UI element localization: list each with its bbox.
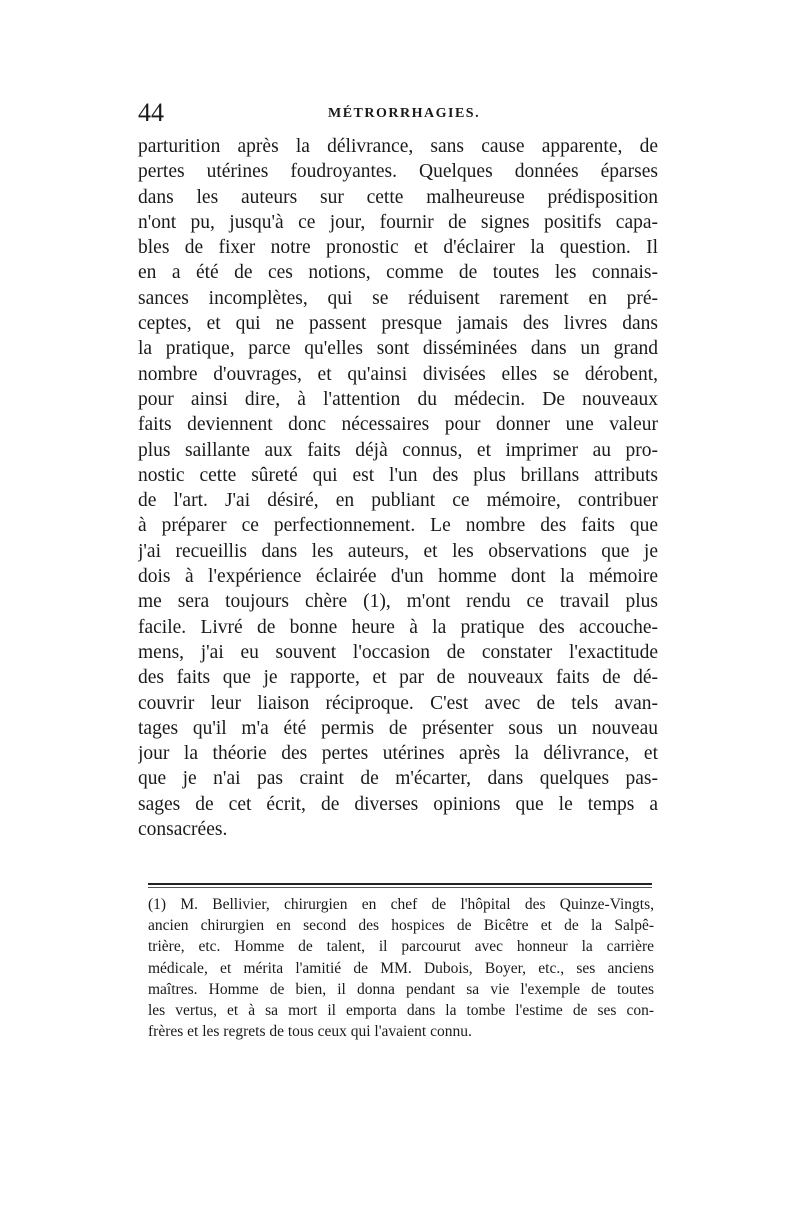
text-line: bles de fixer notre pronostic et d'éclairer la question. Il <box>138 237 658 259</box>
text-line: que je n'ai pas craint de m'écarter, dans quelques pas- <box>138 768 658 790</box>
text-line: des faits que je rapporte, et par de nouveaux faits de dé- <box>138 667 658 689</box>
text-line: nostic cette sûreté qui est l'un des plus brillans attributs <box>138 464 658 486</box>
text-line: nombre d'ouvrages, et qu'ainsi divisées elles se dérobent, <box>138 363 658 385</box>
page-number: 44 <box>138 98 164 127</box>
text-line: dois à l'expérience éclairée d'un homme dont la mémoire <box>138 566 658 588</box>
text-line: consacrées. <box>138 819 228 841</box>
text-line: tages qu'il m'a été permis de présenter sous un nouveau <box>138 717 658 739</box>
text-line: faits deviennent donc nécessaires pour donner une valeur <box>138 414 658 436</box>
text-line: parturition après la délivrance, sans cause apparente, de <box>138 136 658 157</box>
text-line: couvrir leur liaison réciproque. C'est avec de tels avan- <box>138 692 658 714</box>
text-line: de l'art. J'ai désiré, en publiant ce mémoire, contribuer <box>138 490 658 512</box>
footnote-line: médicale, et mérita l'amitié de MM. Dubois, Boyer, etc., ses anciens <box>148 959 654 977</box>
text-line: mens, j'ai eu souvent l'occasion de constater l'exactitude <box>138 641 658 663</box>
text-line: j'ai recueillis dans les auteurs, et les observations que je <box>138 540 658 562</box>
text-line: la pratique, parce qu'elles sont disséminées dans un grand <box>138 338 658 360</box>
text-line: à préparer ce perfectionnement. Le nombre des faits que <box>138 515 658 537</box>
footnote-line: frères et les regrets de tous ceux qui l'avaient connu. <box>148 1023 472 1041</box>
footnote-line: maîtres. Homme de bien, il donna pendant sa vie l'exemple de toutes <box>148 980 654 998</box>
footnote-divider <box>148 883 652 885</box>
footnote-line: les vertus, et à sa mort il emporta dans la tombe l'estime de ses con- <box>148 1001 654 1019</box>
text-line: sages de cet écrit, de diverses opinions que le temps a <box>138 793 658 815</box>
text-line: sances incomplètes, qui se réduisent rarement en pré- <box>138 287 658 309</box>
footnote-line: trière, etc. Homme de talent, il parcourut avec honneur la carrière <box>148 938 654 956</box>
footnote-line: ancien chirurgien en second des hospices de Bicêtre et de la Salpê- <box>148 917 654 935</box>
text-line: pertes utérines foudroyantes. Quelques données éparses <box>138 161 658 183</box>
text-line: n'ont pu, jusqu'à ce jour, fournir de signes positifs capa- <box>138 211 658 233</box>
footnote-line: (1) M. Bellivier, chirurgien en chef de l'hôpital des Quinze-Vingts, <box>148 896 654 913</box>
footnote <box>148 894 654 1042</box>
text-line: ceptes, et qui ne passent presque jamais des livres dans <box>138 313 658 335</box>
text-line: facile. Livré de bonne heure à la pratique des accouche- <box>138 616 658 638</box>
text-line: en a été de ces notions, comme de toutes les connais- <box>138 262 658 284</box>
text-line: pour ainsi dire, à l'attention du médecin. De nouveaux <box>138 388 658 410</box>
page-header <box>138 98 658 128</box>
text-line: me sera toujours chère (1), m'ont rendu ce travail plus <box>138 591 658 613</box>
main-text <box>138 134 658 842</box>
text-line: jour la théorie des pertes utérines après la délivrance, et <box>138 743 658 765</box>
text-line: plus saillante aux faits déjà connus, et imprimer au pro- <box>138 439 658 461</box>
footnote-divider-thin <box>148 887 652 888</box>
text-line: dans les auteurs sur cette malheureuse prédisposition <box>138 186 658 208</box>
running-head: MÉTRORRHAGIES. <box>328 106 481 121</box>
